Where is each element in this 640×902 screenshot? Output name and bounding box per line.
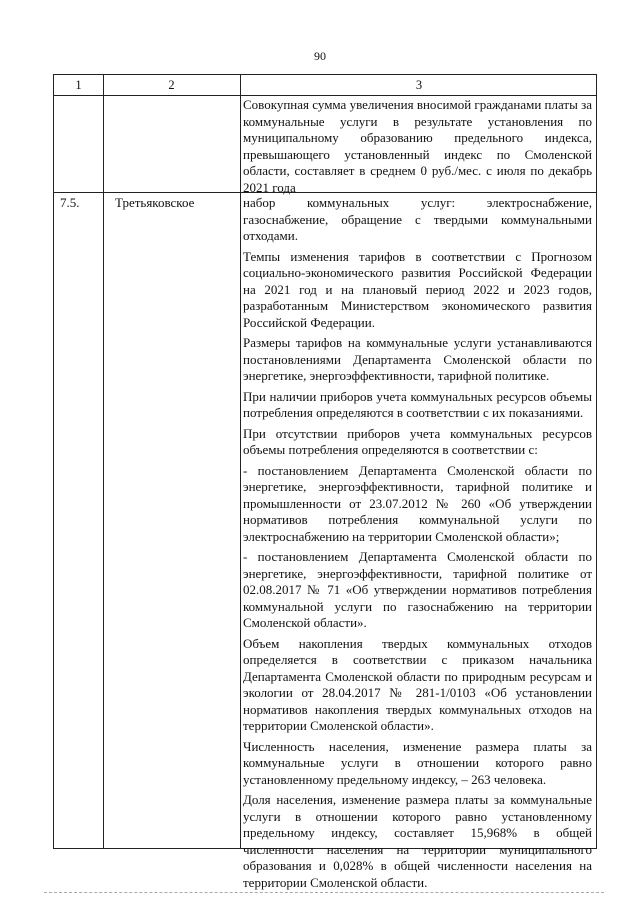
continued-cell-text: Совокупная сумма увеличения вносимой гражданами платы за коммунальные услуги в результате установления по муниципальному образованию предельного индекса, превышающего установленный индекс по Смоленской области, составляет в среднем 0 руб./мес. с июля по декабрь 2021 года [243,97,592,195]
paragraph: - постановлением Департамента Смоленской области по энергетике, энергоэффективности, тарифной политике и промышленности от 23.07.2012 № 260 «Об утверждении нормативов потребления коммунальной услуги по электроснабжению на территории Смоленской области»; [243,462,592,544]
data-table [53,74,597,890]
paragraph: набор коммунальных услуг: электроснабжение, газоснабжение, обращение с твердыми коммунальными отходами. [243,195,592,243]
paragraph: - постановлением Департамента Смоленской области по энергетике, энергоэффективности, тарифной политике от 02.08.2017 № 71 «Об утверждении нормативов потребления коммунальной услуги по газоснабжению на территории Смоленской области». [243,549,592,630]
column-header-1: 1 [75,78,82,92]
column-header-2: 2 [168,78,175,92]
column-header-3: 3 [415,78,423,92]
paragraph: Объем накопления твердых коммунальных отходов определяется в соответствии с приказом начальника Департамента Смоленской области по природным ресурсам и экологии от 28.04.2017 № 281-1/0103 «Об установлении нормативов накопления твердых коммунальных отходов на территории Смоленской области». [243,635,592,733]
paragraph: Размеры тарифов на коммунальные услуги устанавливаются постановлениями Департамента Смоленской области по энергетике, энергоэффективности, тарифной политике. [243,335,592,383]
page-bottom-rule [44,892,604,893]
paragraph: Численность населения, изменение размера платы за коммунальные услуги в отношении которого равно установленному предельному индексу, – 263 человека. [243,738,592,787]
page-number: 90 [314,49,326,63]
row-divider [54,95,596,96]
municipality-name: Третьяковское [115,195,195,210]
paragraph: Доля населения, изменение размера платы за коммунальные услуги в отношении которого равно установленному предельному индексу, составляет 15,968% в общей численности населения на территории муниципального образования и 0,028% в общей численности населения на территории Смоленской области. [243,792,592,890]
column-divider [240,75,241,848]
paragraph: При наличии приборов учета коммунальных ресурсов объемы потребления определяются в соответствии с их показаниями. [243,388,592,420]
row-description [243,195,592,891]
paragraph: Темпы изменения тарифов в соответствии с Прогнозом социально-экономического развития Российской Федерации на 2021 год и на плановый период 2022 и 2023 годов, разработанным Министерством экономического развития Российской Федерации. [243,248,592,330]
paragraph: При отсутствии приборов учета коммунальных ресурсов объемы потребления определяются в соответствии с: [243,425,592,457]
row-number: 7.5. [60,195,80,210]
column-divider [103,75,104,848]
